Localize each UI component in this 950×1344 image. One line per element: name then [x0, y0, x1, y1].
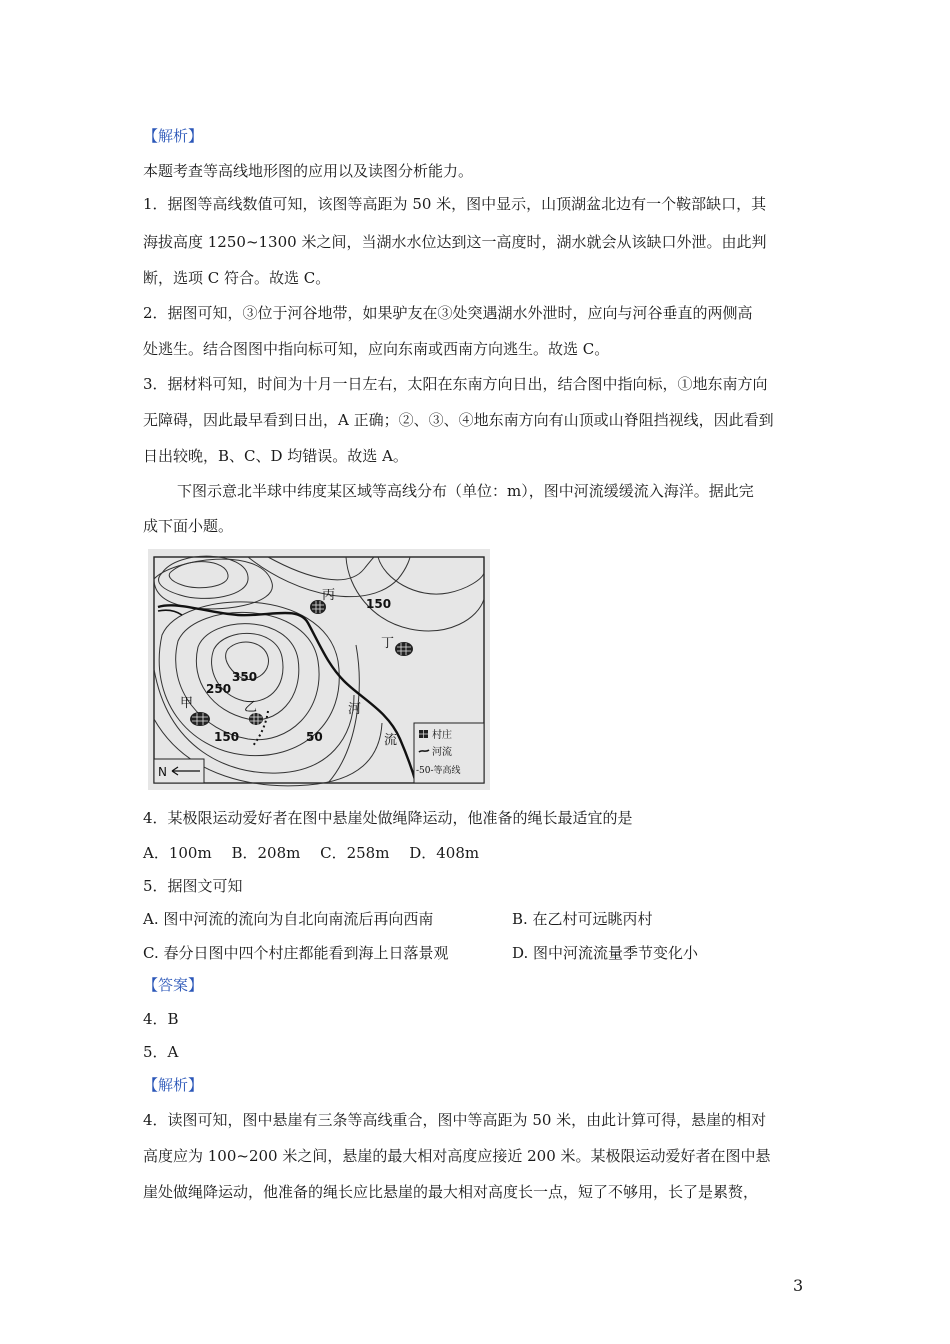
label-yi: 乙	[244, 700, 258, 715]
explanation-4-line-3: 崖处做绳降运动，他准备的绳长应比悬崖的最大相对高度长一点，短了不够用，长了是累赘，	[143, 1183, 759, 1201]
label-contour-350: 350	[232, 670, 258, 684]
village-ding	[395, 642, 413, 656]
legend-river-label: 河流	[432, 747, 452, 758]
explanation-3-line-2: 无障碍，因此最早看到日出，A 正确；②、③、④地东南方向有山顶或山脊阻挡视线，因此看到	[143, 411, 774, 429]
analysis-intro: 本题考查等高线地形图的应用以及读图分析能力。	[143, 162, 474, 180]
answer-heading: 【答案】	[143, 976, 204, 994]
label-he: 河	[348, 702, 362, 717]
label-bing: 丙	[322, 588, 336, 603]
label-contour-250: 250	[206, 682, 232, 696]
north-label: N	[158, 765, 167, 779]
answer-4: 4．B	[143, 1010, 179, 1028]
label-contour-150-top: 150	[366, 597, 392, 611]
label-ding: 丁	[381, 636, 395, 651]
explanation-1-line-1: 1．据图等高线数值可知，该图等高距为 50 米，图中显示，山顶湖盆北边有一个鞍部缺口，其	[143, 195, 767, 213]
explanation-4-line-1: 4．读图可知，图中悬崖有三条等高线重合，图中等高距为 50 米，由此计算可得，悬崖的相对	[143, 1111, 767, 1129]
explanation-2-line-1: 2．据图可知，③位于河谷地带，如果驴友在③处突遇湖水外泄时，应向与河谷垂直的两侧高	[143, 304, 753, 322]
legend-contour-label: -50-等高线	[416, 766, 461, 776]
label-contour-50: 50	[306, 730, 323, 744]
question-5-option-a: A. 图中河流的流向为自北向南流后再向西南	[143, 910, 434, 928]
label-contour-150-bottom: 150	[214, 730, 240, 744]
page-number: 3	[793, 1276, 804, 1295]
contour-map	[148, 549, 490, 790]
legend-village-label: 村庄	[432, 730, 452, 741]
analysis-heading-2: 【解析】	[143, 1076, 204, 1094]
explanation-1-line-2: 海拔高度 1250~1300 米之间，当湖水水位达到这一高度时，湖水就会从该缺口外泄。由此判	[143, 233, 767, 251]
explanation-3-line-1: 3．据材料可知，时间为十月一日左右，太阳在东南方向日出，结合图中指向标，①地东南方向	[143, 375, 768, 393]
question-5-option-d: D. 图中河流流量季节变化小	[512, 944, 699, 962]
question-5: 5．据图文可知	[143, 877, 243, 895]
label-jia: 甲	[180, 696, 194, 711]
question-5-option-b: B. 在乙村可远眺丙村	[512, 910, 653, 928]
question-stem-line-1: 下图示意北半球中纬度某区域等高线分布（单位：m），图中河流缓缓流入海洋。据此完	[177, 482, 754, 500]
explanation-1-line-3: 断，选项 C 符合。故选 C。	[143, 269, 331, 287]
label-liu: 流	[384, 733, 398, 748]
explanation-3-line-3: 日出较晚，B、C、D 均错误。故选 A。	[143, 447, 408, 465]
explanation-2-line-2: 处逃生。结合图图中指向标可知，应向东南或西南方向逃生。故选 C。	[143, 340, 610, 358]
village-jia	[190, 712, 210, 726]
answer-5: 5．A	[143, 1043, 179, 1061]
map-legend	[414, 723, 484, 783]
contour-map-figure	[148, 549, 490, 790]
question-stem-line-2: 成下面小题。	[143, 517, 234, 535]
explanation-4-line-2: 高度应为 100~200 米之间，悬崖的最大相对高度应接近 200 米。某极限运动爱好者在图中悬	[143, 1147, 771, 1165]
analysis-heading: 【解析】	[143, 127, 204, 145]
question-4-options: A．100m B．208m C．258m D．408m	[143, 844, 480, 862]
question-4: 4．某极限运动爱好者在图中悬崖处做绳降运动，他准备的绳长最适宜的是	[143, 809, 633, 827]
north-arrow	[154, 759, 204, 783]
question-5-option-c: C. 春分日图中四个村庄都能看到海上日落景观	[143, 944, 449, 962]
